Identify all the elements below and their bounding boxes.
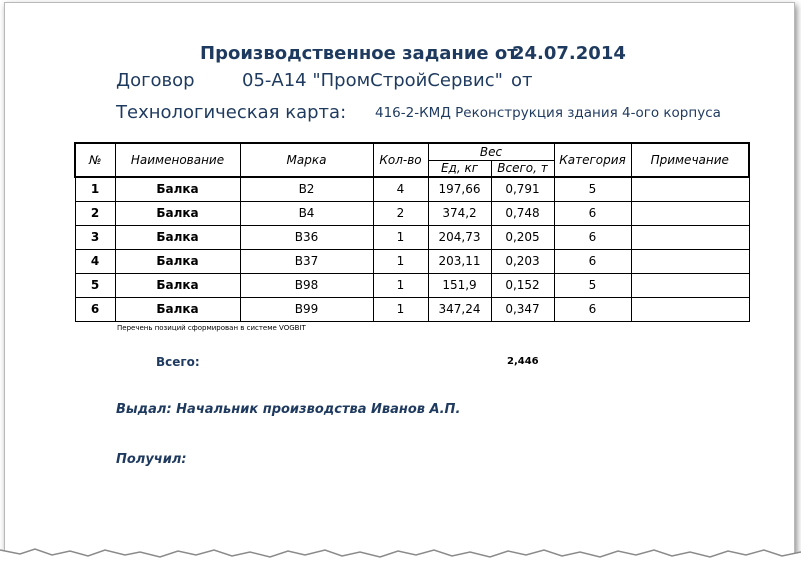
row-unit-weight: 203,11 xyxy=(428,249,491,273)
row-total-weight: 0,152 xyxy=(491,273,554,297)
row-total-weight: 0,748 xyxy=(491,201,554,225)
row-qty: 4 xyxy=(373,177,428,201)
col-category-header: Категория xyxy=(554,143,631,177)
row-total-weight: 0,203 xyxy=(491,249,554,273)
row-category: 6 xyxy=(554,201,631,225)
row-total-weight: 0,791 xyxy=(491,177,554,201)
row-mark: B98 xyxy=(240,273,373,297)
row-note xyxy=(631,273,749,297)
row-mark: B99 xyxy=(240,297,373,321)
row-category: 5 xyxy=(554,177,631,201)
row-category: 6 xyxy=(554,297,631,321)
total-value: 2,446 xyxy=(507,356,539,367)
techcard-label: Технологическая карта: xyxy=(116,102,347,123)
row-unit-weight: 347,24 xyxy=(428,297,491,321)
table-row xyxy=(75,201,749,225)
contract-from-label: от xyxy=(511,70,533,91)
generated-note: Перечень позиций сформирован в системе VOGBIT xyxy=(117,324,306,332)
torn-edge-decoration xyxy=(0,540,801,570)
issued-by: Выдал: Начальник производства Иванов А.П. xyxy=(116,402,461,417)
received-by: Получил: xyxy=(116,452,187,467)
row-total-weight: 0,205 xyxy=(491,225,554,249)
row-num: 1 xyxy=(75,177,115,201)
row-qty: 1 xyxy=(373,297,428,321)
total-label: Всего: xyxy=(156,355,200,369)
document-title: Производственное задание от xyxy=(200,43,518,64)
row-category: 6 xyxy=(554,249,631,273)
document-date: 24.07.2014 xyxy=(512,43,626,64)
row-note xyxy=(631,225,749,249)
row-unit-weight: 374,2 xyxy=(428,201,491,225)
row-name: Балка xyxy=(115,201,240,225)
row-total-weight: 0,347 xyxy=(491,297,554,321)
production-table xyxy=(74,142,750,322)
row-note xyxy=(631,177,749,201)
table-header xyxy=(75,143,749,177)
row-mark: B36 xyxy=(240,225,373,249)
row-category: 6 xyxy=(554,225,631,249)
row-mark: B37 xyxy=(240,249,373,273)
row-unit-weight: 197,66 xyxy=(428,177,491,201)
row-num: 4 xyxy=(75,249,115,273)
row-qty: 1 xyxy=(373,273,428,297)
table-row xyxy=(75,225,749,249)
col-num-header: № xyxy=(75,143,115,177)
row-num: 6 xyxy=(75,297,115,321)
row-num: 2 xyxy=(75,201,115,225)
row-mark: B2 xyxy=(240,177,373,201)
table-row xyxy=(75,249,749,273)
col-unit-weight-header: Ед, кг xyxy=(428,160,491,177)
row-qty: 1 xyxy=(373,249,428,273)
row-mark: B4 xyxy=(240,201,373,225)
col-mark-header: Марка xyxy=(240,143,373,177)
col-weight-header: Вес xyxy=(428,143,554,160)
row-unit-weight: 204,73 xyxy=(428,225,491,249)
row-note xyxy=(631,249,749,273)
table-row xyxy=(75,297,749,321)
row-category: 5 xyxy=(554,273,631,297)
row-name: Балка xyxy=(115,297,240,321)
row-note xyxy=(631,297,749,321)
col-note-header: Примечание xyxy=(631,143,749,177)
row-num: 3 xyxy=(75,225,115,249)
row-name: Балка xyxy=(115,177,240,201)
techcard-value: 416-2-КМД Реконструкция здания 4-ого корпуса xyxy=(375,105,721,121)
contract-label: Договор xyxy=(116,70,195,91)
col-qty-header: Кол-во xyxy=(373,143,428,177)
row-name: Балка xyxy=(115,249,240,273)
row-num: 5 xyxy=(75,273,115,297)
row-qty: 2 xyxy=(373,201,428,225)
col-name-header: Наименование xyxy=(115,143,240,177)
row-name: Балка xyxy=(115,225,240,249)
row-unit-weight: 151,9 xyxy=(428,273,491,297)
contract-value: 05-А14 "ПромСтройСервис" xyxy=(242,70,503,91)
row-qty: 1 xyxy=(373,225,428,249)
row-note xyxy=(631,201,749,225)
col-total-weight-header: Всего, т xyxy=(491,160,554,177)
table-row xyxy=(75,273,749,297)
row-name: Балка xyxy=(115,273,240,297)
table-row xyxy=(75,177,749,201)
